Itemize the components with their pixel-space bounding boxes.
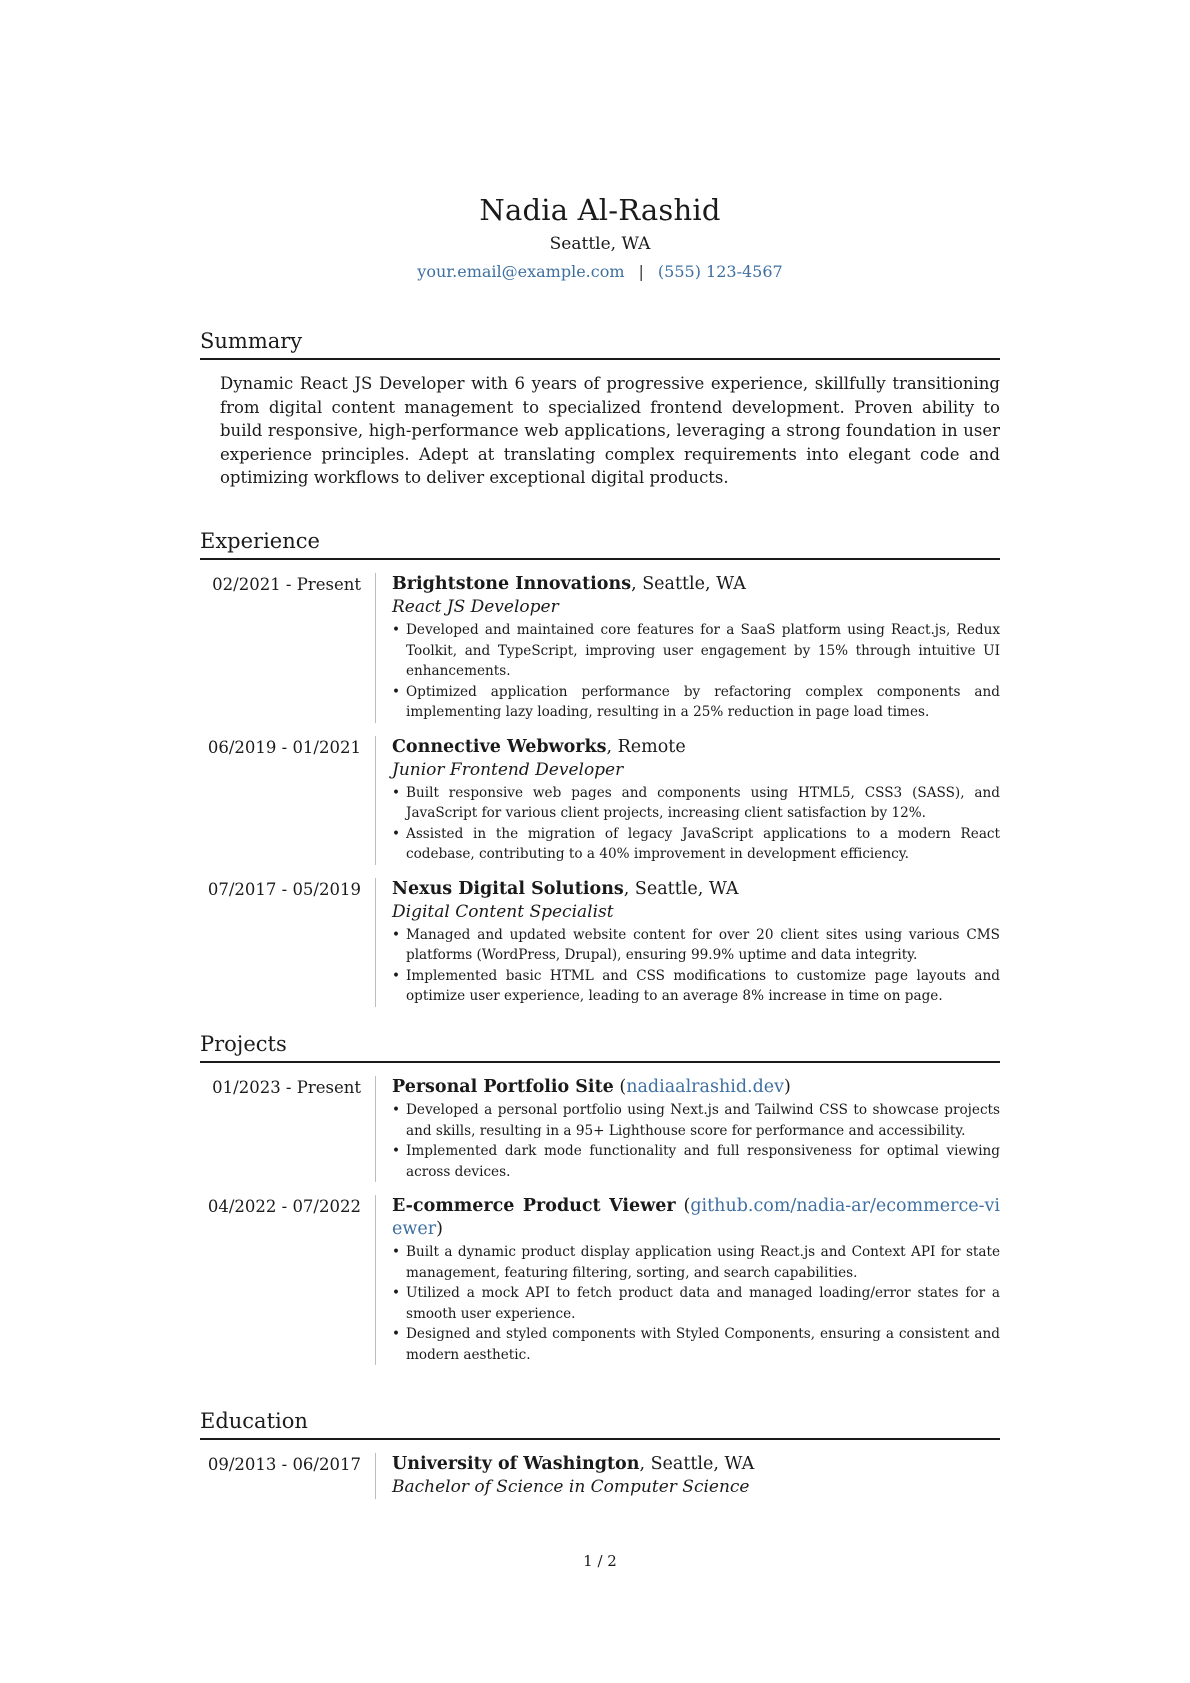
email-link[interactable]: your.email@example.com: [417, 262, 625, 281]
contact-line: [200, 260, 1000, 284]
contact-separator: |: [638, 262, 644, 281]
experience-entry: [200, 878, 1000, 1007]
project-entry: [200, 1076, 1000, 1182]
project-link[interactable]: github.com/nadia-ar/ecommerce-viewer: [392, 1196, 1001, 1239]
bullet-list: [392, 1100, 1000, 1182]
job-title: Digital Content Specialist: [392, 901, 614, 922]
bullet-list: [392, 783, 1000, 865]
section-title-experience: Experience: [200, 527, 1000, 560]
company-name: Nexus Digital Solutions: [392, 878, 624, 899]
entry-body: [375, 1195, 1000, 1365]
bullet-item: • Built responsive web pages and components using HTML5, CSS3 (SASS), and JavaScript for various client projects, increasing client satisfaction by 12%.: [392, 783, 1000, 824]
summary-section: [200, 327, 1000, 490]
project-link[interactable]: nadiaalrashid.dev: [626, 1077, 785, 1097]
section-title-summary: Summary: [200, 327, 1000, 360]
entry-date: 04/2022 - 07/2022: [207, 1197, 361, 1216]
bullet-item: • Utilized a mock API to fetch product data and managed loading/error states for a smooth user experience.: [392, 1283, 1000, 1324]
company-location: , Seattle, WA: [631, 574, 746, 594]
entry-org-line: [392, 878, 1000, 901]
bullet-item: • Developed and maintained core features for a SaaS platform using React.js, Redux Toolkit, and TypeScript, improving user engagement by 15% through intuitive UI enhancements.: [392, 620, 1000, 682]
bullet-item: • Implemented basic HTML and CSS modifications to customize page layouts and optimize user experience, leading to an average 8% increase in time on page.: [392, 966, 1000, 1007]
bullet-item: • Designed and styled components with Styled Components, ensuring a consistent and modern aesthetic.: [392, 1324, 1000, 1365]
resume-header: [200, 190, 1000, 284]
bullet-list: [392, 620, 1000, 723]
summary-text: Dynamic React JS Developer with 6 years of progressive experience, skillfully transitioning from digital content management to specialized frontend development. Proven ability to build responsive, high-performance web applications, leveraging a strong foundation in user experience principles. Adept at translating complex requirements into elegant code and optimizing workflows to deliver exceptional digital products.: [220, 374, 1000, 487]
experience-entry: [200, 573, 1000, 723]
project-title-line: Personal Portfolio Site (nadiaalrashid.dev): [392, 1077, 791, 1097]
entry-date: 01/2023 - Present: [212, 1078, 361, 1097]
entry-body: [375, 1076, 1000, 1182]
entry-body: [375, 1453, 1000, 1499]
candidate-name: Nadia Al-Rashid: [479, 193, 721, 227]
project-name: E-commerce Product Viewer: [392, 1196, 676, 1216]
entry-org-line: [392, 1453, 1000, 1476]
bullet-item: • Built a dynamic product display application using React.js and Context API for state management, featuring filtering, sorting, and search capabilities.: [392, 1242, 1000, 1283]
entry-date: 09/2013 - 06/2017: [207, 1455, 361, 1474]
company-location: , Seattle, WA: [623, 878, 739, 899]
project-entry: [200, 1195, 1000, 1365]
experience-entry: [200, 736, 1000, 865]
entry-org-line: [392, 736, 1000, 759]
entry-date: 07/2017 - 05/2019: [207, 879, 361, 899]
candidate-location: Seattle, WA: [549, 234, 651, 254]
resume-page: [200, 0, 1000, 1683]
projects-section: [200, 1030, 1000, 1365]
education-entry: [200, 1453, 1000, 1499]
bullet-item: • Optimized application performance by refactoring complex components and implementing lazy loading, resulting in a 25% reduction in page load times.: [392, 682, 1000, 723]
company-name: Connective Webworks: [392, 736, 607, 757]
company-location: , Remote: [606, 736, 686, 757]
degree: Bachelor of Science in Computer Science: [392, 1477, 750, 1497]
project-title-line: E-commerce Product Viewer (github.com/nadia-ar/ecommerce-viewer): [392, 1196, 1001, 1239]
bullet-item: • Assisted in the migration of legacy JavaScript applications to a modern React codebase, contributing to a 40% improvement in development efficiency.: [392, 824, 1000, 865]
entry-body: [375, 736, 1000, 865]
experience-section: [200, 527, 1000, 1007]
project-name: Personal Portfolio Site: [392, 1077, 614, 1097]
entry-body: [375, 573, 1000, 723]
entry-date: 02/2021 - Present: [212, 575, 361, 594]
page-number: 1 / 2: [583, 1552, 617, 1570]
job-title: Junior Frontend Developer: [392, 759, 624, 780]
bullet-item: • Managed and updated website content for over 20 client sites using various CMS platforms (WordPress, Drupal), ensuring 99.9% uptime and data integrity.: [392, 925, 1000, 966]
school-name: University of Washington: [392, 1454, 640, 1474]
bullet-item: • Developed a personal portfolio using Next.js and Tailwind CSS to showcase projects and skills, resulting in a 95+ Lighthouse score for performance and accessibility.: [392, 1100, 1000, 1141]
bullet-list: [392, 1242, 1000, 1365]
phone-link[interactable]: (555) 123-4567: [657, 262, 783, 281]
company-name: Brightstone Innovations: [392, 574, 632, 594]
entry-org-line: [392, 573, 1000, 596]
section-title-education: Education: [200, 1407, 1000, 1440]
job-title: React JS Developer: [392, 597, 559, 617]
section-title-projects: Projects: [200, 1030, 1000, 1063]
bullet-list: [392, 925, 1000, 1007]
bullet-item: • Implemented dark mode functionality and full responsiveness for optimal viewing across devices.: [392, 1141, 1000, 1182]
entry-date: 06/2019 - 01/2021: [207, 737, 361, 757]
entry-body: [375, 878, 1000, 1007]
school-location: , Seattle, WA: [639, 1454, 755, 1474]
education-section: [200, 1407, 1000, 1499]
